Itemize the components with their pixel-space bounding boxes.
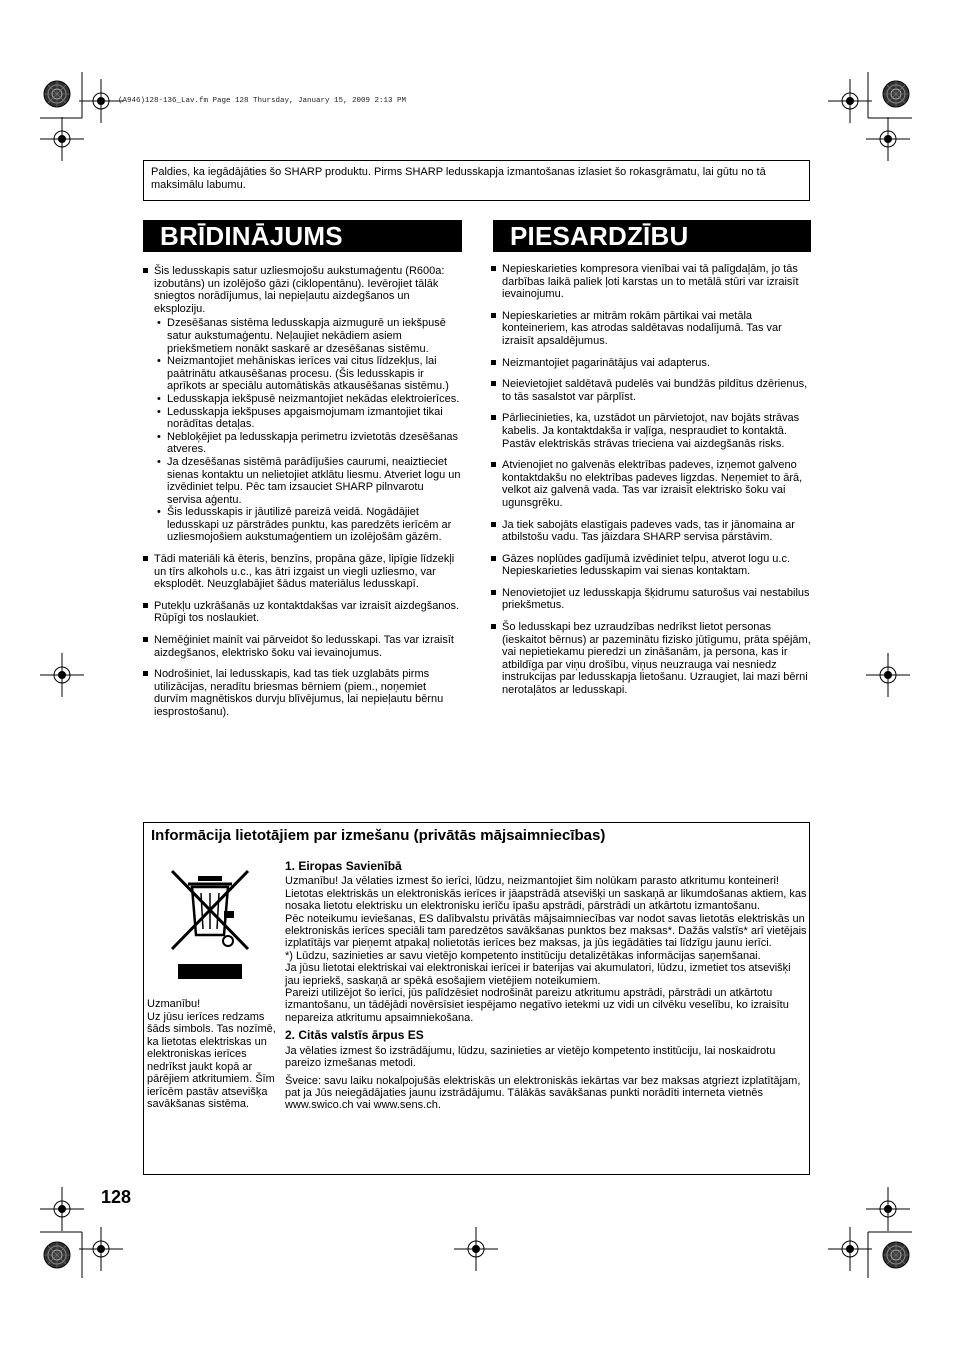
paragraph: Pēc noteikumu ieviešanas, ES dalībvalstu privātās mājsaimniecības var nodot savas lietotās elektriskās un elektroniskās ierīces speciāli tam paredzētos savākšanas punktos bez maksas*. Dažās valstīs* arī vietējais izplatītājs var pieņemt atpakaļ nolietotās ierīces bez maksas, ja jūs iegādāties tai līdzīgu jaunu ierīci. [285, 912, 807, 950]
paragraph: Ja jūsu lietotai elektriskai vai elektroniskai ierīcei ir baterijas vai akumulatori, lūdzu, izmetiet tos atsevišķi jau iepriekš, saskaņā ar spēkā esošajiem vietējiem noteikumiem. [285, 962, 791, 987]
caution-item: Gāzes noplūdes gadījumā izvēdiniet telpu, atverot logu u.c. Nepieskarieties ledusskapim vai sienas kontaktam. [491, 553, 812, 578]
paragraph: Ja vēlaties izmest šo izstrādājumu, lūdzu, sazinieties ar vietējo kompetento institūciju, lai noskaidrotu pareizo izmešanas metodi. [285, 1044, 776, 1070]
bullet-square-icon [491, 590, 496, 595]
bullet-square-icon [491, 462, 496, 467]
bullet-square-icon [143, 671, 148, 676]
bullet-square-icon [491, 313, 496, 318]
bullet-square-icon [491, 624, 496, 629]
warning-item: Nodrošiniet, lai ledusskapis, kad tas tiek uzglabāts pirms utilizācijas, neradītu briesmas bērniem (piem., noņemiet durvīm magnētiskos durvju blīvējumus, lai nepieļautu bērnu iesprostošanu). [143, 668, 461, 718]
bullet-square-icon [143, 556, 148, 561]
bullet-square-icon [491, 266, 496, 271]
warning-item: Tādi materiāli kā ēteris, benzīns, propāna gāze, lipīgie līdzekļi un tīrs alkohols u.c., kas ātri izgaist un viegli uzliesmo, var eksplodēt. Neuzglabājiet šādus materiālus ledusskapī. [143, 553, 461, 591]
bullet-dot-icon: • [157, 455, 161, 468]
caution-item: Ja tiek sabojāts elastīgais padeves vads, tas ir jānomaina ar atbilstošu vadu. Tas jāizdara SHARP servisa pārstāvim. [491, 519, 812, 544]
disposal-title: Informācija lietotājiem par izmešanu (privātās mājsaimniecības) [151, 827, 606, 844]
warnings-column [143, 265, 461, 728]
warning-sublist [154, 317, 461, 544]
list-item: • Ja dzesēšanas sistēmā parādījušies caurumi, neaiztieciet sienas kontaktu un nelietojiet atklātu liesmu. Atveriet logu un izvēdiniet telpu. Pēc tam izsauciet SHARP pilnvarotu servisa aģentu. [157, 455, 461, 506]
bullet-square-icon [491, 522, 496, 527]
list-item: • Nebloķējiet pa ledusskapja perimetru izvietotās dzesēšanas atveres. [157, 430, 459, 456]
bullet-dot-icon: • [157, 317, 161, 330]
paragraph: Pareizi utilizējot šo ierīci, jūs palīdzēsiet nodrošināt pareizu atkritumu apstrādi, pārstrādi un atkārtotu izmantošanu, un tādējādi novērsīsiet iespējamo negatīvo ietekmi uz vidi un cilvēku veselību, ko izraisītu nepareiza atkritumu apsaimniekošana. [285, 987, 789, 1024]
caution-item: Neizmantojiet pagarinātājus vai adapterus. [491, 357, 812, 370]
disposal-info-box [143, 822, 810, 1175]
warning-item: Nemēģiniet mainīt vai pārveidot šo ledusskapi. Tas var izraisīt aizdegšanos, elektrisko šoku vai ievainojumus. [143, 634, 461, 659]
bullet-square-icon [491, 360, 496, 365]
caution-item: Pārliecinieties, ka, uzstādot un pārvietojot, nav bojāts strāvas kabelis. Ja kontaktdakša ir vaļīga, nespraudiet to kontaktā. Pastāv elektriskās strāvas trieciena vai aizdegšanās risks. [491, 412, 812, 450]
caution-item: Neievietojiet saldētavā pudelēs vai bundžās pildītus dzērienus, to tās sasalstot var pārplīst. [491, 378, 812, 403]
paragraph: *) Lūdzu, sazinieties ar savu vietējo kompetento institūciju detalizētākas informācijas saņemšanai. [285, 949, 761, 962]
paragraph: Lietotas elektriskās un elektroniskās ierīces ir jāapstrādā atsevišķi un saskaņā ar likumdošanas aktiem, kas nosaka lietotu elektrisku un elektronisku ierīču īpašu apstrādi, pārstrādi un atkārtotu izmantošanu. [285, 887, 807, 913]
bullet-square-icon [491, 415, 496, 420]
bullet-dot-icon: • [157, 430, 161, 443]
section-heading-eu: 1. Eiropas Savienībā [285, 859, 402, 873]
crossed-bin-icon [168, 867, 252, 953]
bullet-dot-icon: • [157, 405, 161, 418]
disposal-main-text [285, 860, 807, 1112]
intro-box: Paldies, ka iegādājāties šo SHARP produktu. Pirms SHARP ledusskapja izmantošanas izlasiet šo rokasgrāmatu, lai gūtu no tā maksimālu labumu. [143, 160, 810, 201]
bullet-dot-icon: • [157, 355, 161, 368]
caution-item: Atvienojiet no galvenās elektrības padeves, izņemot galveno kontaktdakšu no elektrības padeves ligzdas. Neņemiet to ārā, velkot aiz galvenā vada. Tas var izraisīt elektrisko šoku vai ugunsgrēku. [491, 459, 812, 509]
paragraph: Šveice: savu laiku nokalpojušās elektriskās un elektroniskās iekārtas var bez maksas atgriezt izplatītājam, pat ja Jūs neiegādājaties jaunu izstrādājumu. Tālākās savākšanas punkti norādīti interneta vietnēs www.swico.ch vai www.sens.ch. [285, 1074, 801, 1112]
cautions-column [491, 263, 812, 706]
bullet-dot-icon: • [157, 506, 161, 519]
list-item: • Šis ledusskapis ir jāutilizē pareizā veidā. Nogādājiet ledusskapi uz pārstrādes punktu, kas paredzēts ierīcēm ar uzliesmojošiem aukstumaģentiem un izolējošām gāzēm. [157, 506, 452, 544]
caution-item: Šo ledusskapi bez uzraudzības nedrīkst lietot personas (ieskaitot bērnus) ar pazeminātu fizisko jūtīgumu, prāta spējām, vai nepietiekamu pieredzi un zināšanām, ja persona, kas ir atbildīga par viņu drošību, viņus neuzrauga vai nesniedz instrukcijas par ledusskapja lietošanu. Uzraugiet, lai mazi bērni nerotaļātos ar ledusskapi. [491, 621, 812, 697]
caution-item: Nenovietojiet uz ledusskapja šķidrumu saturošus vai nestabilus priekšmetus. [491, 587, 812, 612]
list-item: • Ledusskapja iekšpusē neizmantojiet nekādas elektroierīces. [157, 392, 460, 405]
list-item: • Neizmantojiet mehāniskas ierīces vai citus līdzekļus, lai paātrinātu atkausēšanas procesu. (Šis ledusskapis ir aprīkots ar speciālu automātiskās atkausēšanas sistēmu.) [157, 355, 449, 393]
warning-item: Putekļu uzkrāšanās uz kontaktdakšas var izraisīt aizdegšanos. Rūpīgi tos noslaukiet. [143, 600, 461, 625]
warning-item: Šis ledusskapis satur uzliesmojošu aukstumaģentu (R600a: izobutāns) un izolējošo gāzi (ciklopentānu). Ievērojiet tālāk sniegtos norādījumus, lai nepieļautu aizdegšanos un eksploziju. • Dzesēšanas sistēma ledusskapja aizmugurē un iekšpusē satur aukstumaģentu. Neļaujiet nekādiem asiem priekšmetiem nonākt saskarē ar dzesēšanas sistēmu. • Neizmantojiet mehāniskas ierīces vai citus līdzekļus, lai paātrinātu atkausēšanas procesu. (Šis ledusskapis ir aprīkots ar speciālu automātiskās atkausēšanas sistēmu.) • Ledusskapja iekšpusē neizmantojiet nekādas elektroierīces. • Ledusskapja iekšpuses apgaismojumam izmantojiet tikai norādītas detaļas. • Nebloķējiet pa ledusskapja perimetru izvietotās dzesēšanas atveres. • Ja dzesēšanas sistēmā parādījušies caurumi, neaiztieciet sienas kontaktu un nelietojiet atklātu liesmu. Atveriet logu un izvēdiniet telpu. Pēc tam izsauciet SHARP pilnvarotu servisa aģentu. • Šis ledusskapis ir jāutilizē pareizā veidā. Nogādājiet ledusskapi uz pārstrādes punktu, kas paredzēts ierīcēm ar uzliesmojošiem aukstumaģentiem un izolējošām gāzēm. [143, 265, 461, 544]
page-number: 128 [101, 1187, 132, 1207]
print-info: (A946)128-136_Lav.fm Page 128 Thursday, January 15, 2009 2:13 PM [118, 97, 407, 105]
list-item: • Dzesēšanas sistēma ledusskapja aizmugurē un iekšpusē satur aukstumaģentu. Neļaujiet nekādiem asiem priekšmetiem nonākt saskarē ar dzesēšanas sistēmu. [157, 317, 446, 355]
bullet-square-icon [491, 556, 496, 561]
section-heading-non-eu: 2. Citās valstīs ārpus ES [285, 1028, 424, 1043]
bullet-dot-icon: • [157, 392, 161, 405]
bullet-square-icon [143, 603, 148, 608]
caution-item: Nepieskarieties kompresora vienībai vai tā palīgdaļām, jo tās darbības laikā paliek ļoti karstas un to metālā stūri var izraisīt ievainojumu. [491, 263, 812, 301]
bullet-square-icon [491, 381, 496, 386]
paragraph: Uzmanību! Ja vēlaties izmest šo ierīci, lūdzu, neizmantojiet šim nolūkam parasto atkritumu konteineri! [285, 875, 779, 888]
warnings-banner: BRĪDINĀJUMS [143, 220, 462, 252]
list-item: • Ledusskapja iekšpuses apgaismojumam izmantojiet tikai norādītas detaļas. [157, 405, 443, 431]
caution-item: Nepieskarieties ar mitrām rokām pārtikai vai metāla konteineriem, kas atrodas saldētavas nodalījumā. Tas var izraisīt apsaldējumus. [491, 310, 812, 348]
bin-underline-bar [178, 964, 242, 979]
bullet-square-icon [143, 637, 148, 642]
bullet-square-icon [143, 268, 148, 273]
disposal-side-note: Uzmanību! Uz jūsu ierīces redzams šāds simbols. Tas nozīmē, ka lietotas elektriskas un elektroniskas ierīces nedrīkst jaukt kopā ar pārējiem atkritumiem. Šīm ierīcēm pastāv atsevišķa savākšanas sistēma. [147, 998, 276, 1110]
cautions-banner: PIESARDZĪBU [493, 220, 811, 252]
